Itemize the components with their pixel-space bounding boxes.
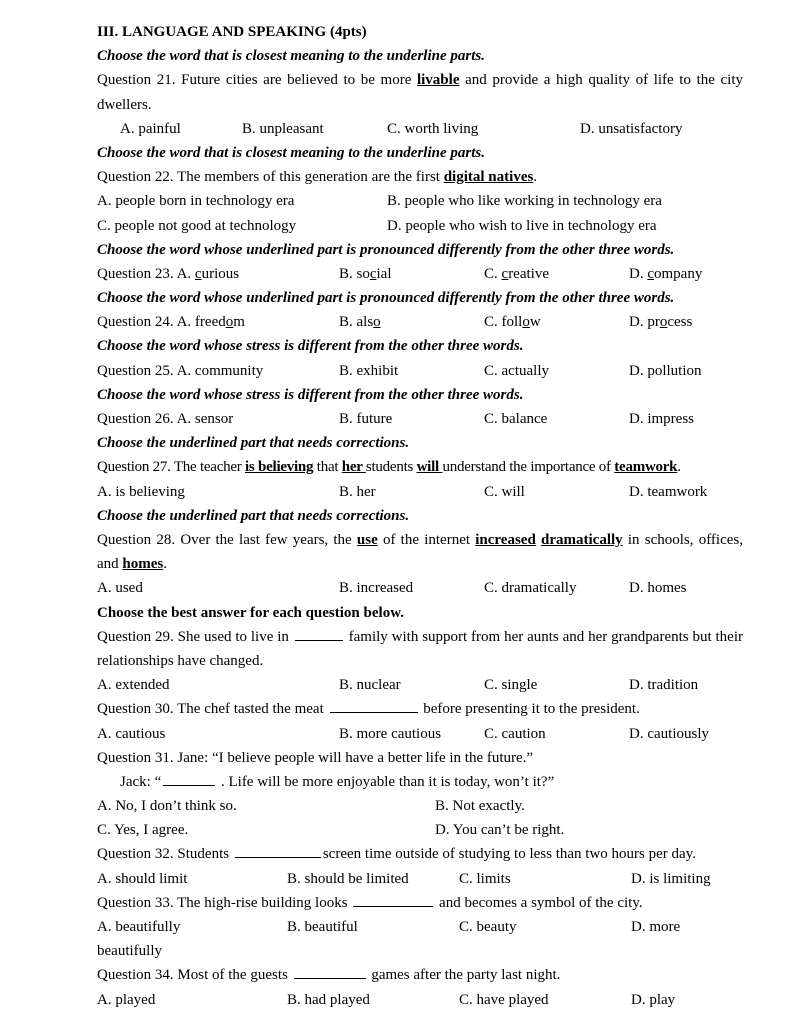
answer-blank (235, 843, 321, 858)
option-a[interactable]: A. extended (97, 677, 170, 694)
option-c[interactable]: C. people not good at technology (97, 217, 297, 234)
answer-blank (330, 698, 418, 713)
underlined-word: digital natives (443, 169, 534, 186)
question-23 (97, 262, 743, 286)
option-a[interactable]: A. No, I don’t think so. (97, 798, 237, 815)
q31-options-row2 (97, 818, 743, 842)
question-34: Question 34. Most of the guests games after the party last night. (97, 963, 743, 987)
option-c[interactable]: C. worth living (387, 120, 479, 137)
q21-options (97, 117, 743, 141)
section-title: III. LANGUAGE AND SPEAKING (4pts) (97, 24, 367, 40)
question-25 (97, 359, 743, 383)
option-c[interactable]: C. beauty (459, 919, 517, 936)
option-b[interactable]: B. future (339, 411, 393, 428)
option-b[interactable]: B. unpleasant (242, 120, 324, 137)
option-d[interactable]: D. people who wish to live in technology era (387, 217, 657, 234)
option-b[interactable]: B. nuclear (339, 677, 401, 694)
question-22: Question 22. The members of this generation are the first digital natives. (97, 169, 538, 186)
option-d[interactable]: D. more (631, 919, 681, 936)
question-32: Question 32. Students screen time outside of studying to less than two hours per day. (97, 842, 743, 866)
underlined-word: livable (416, 72, 460, 89)
option-a[interactable]: A. painful (120, 120, 181, 137)
instruction-stress: Choose the word whose stress is different from the other three words. (97, 338, 524, 355)
option-c[interactable]: C. creative (484, 265, 549, 282)
option-a[interactable]: Question 25. A. community (97, 362, 264, 379)
option-a[interactable]: A. played (97, 991, 156, 1008)
option-b[interactable]: B. Not exactly. (435, 798, 525, 815)
q31-options-row1 (97, 794, 743, 818)
option-d[interactable]: D. unsatisfactory (580, 120, 683, 137)
q32-options (97, 867, 743, 891)
q34-options (97, 988, 743, 1012)
question-26 (97, 407, 743, 431)
option-c[interactable]: C. follow (484, 314, 541, 331)
option-a[interactable]: A. should limit (97, 870, 188, 887)
option-d[interactable]: D. process (629, 314, 693, 331)
q22-options-row2 (97, 214, 743, 238)
option-d[interactable]: D. play (631, 991, 676, 1008)
instruction-best-answer: Choose the best answer for each question below. (97, 604, 404, 621)
exam-page (97, 20, 743, 1012)
option-a[interactable]: Question 26. A. sensor (97, 411, 234, 428)
option-a[interactable]: A. used (97, 580, 143, 597)
option-d[interactable]: D. homes (629, 580, 687, 597)
option-d[interactable]: D. is limiting (631, 870, 711, 887)
option-a[interactable]: A. cautious (97, 725, 166, 742)
option-d[interactable]: D. company (629, 265, 703, 282)
option-b[interactable]: B. social (339, 265, 392, 282)
option-c[interactable]: C. limits (459, 870, 511, 887)
instruction-stress: Choose the word whose stress is different from the other three words. (97, 386, 524, 403)
option-b[interactable]: B. had played (287, 991, 370, 1008)
question-30: Question 30. The chef tasted the meat before presenting it to the president. (97, 697, 743, 721)
option-a[interactable]: Question 23. A. curious (97, 265, 240, 282)
instruction-closest-meaning: Choose the word that is closest meaning to the underline parts. (97, 144, 485, 161)
option-d[interactable]: D. tradition (629, 677, 699, 694)
option-d[interactable]: D. You can’t be right. (435, 822, 565, 839)
option-c[interactable]: C. actually (484, 362, 549, 379)
question-24 (97, 310, 743, 334)
option-d[interactable]: D. teamwork (629, 483, 708, 500)
instruction-corrections: Choose the underlined part that needs corrections. (97, 435, 410, 452)
answer-blank (294, 964, 366, 979)
option-b[interactable]: B. increased (339, 580, 414, 597)
option-d[interactable]: D. pollution (629, 362, 702, 379)
answer-blank (163, 771, 215, 786)
option-c[interactable]: C. dramatically (484, 580, 577, 597)
question-31: Question 31. Jane: “I believe people will have a better life in the future.” (97, 749, 534, 766)
option-b[interactable]: B. beautiful (287, 919, 358, 936)
question-29: Question 29. She used to live in family with support from her aunts and her grandparents but their relationships have changed. (97, 625, 743, 673)
question-28: Question 28. Over the last few years, the use of the internet increased dramatically in schools, offices, and homes. (97, 531, 743, 573)
q30-options (97, 722, 743, 746)
q27-options (97, 480, 743, 504)
option-d[interactable]: D. impress (629, 411, 694, 428)
instruction-pronounced: Choose the word whose underlined part is pronounced differently from the other three words. (97, 241, 675, 258)
q33-option-d-continued: beautifully (97, 943, 162, 960)
instruction-pronounced: Choose the word whose underlined part is pronounced differently from the other three words. (97, 290, 675, 307)
question-27: Question 27. The teacher is believing that her students will understand the importance of teamwork. (97, 459, 681, 476)
q29-options (97, 673, 743, 697)
option-d[interactable]: D. cautiously (629, 725, 709, 742)
q28-options (97, 576, 743, 600)
option-b[interactable]: B. should be limited (287, 870, 409, 887)
option-a[interactable]: Question 24. A. freedom (97, 314, 245, 331)
option-a[interactable]: A. people born in technology era (97, 193, 295, 210)
option-c[interactable]: C. have played (459, 991, 549, 1008)
answer-blank (353, 892, 433, 907)
question-33: Question 33. The high-rise building looks and becomes a symbol of the city. (97, 891, 743, 915)
option-c[interactable]: C. Yes, I agree. (97, 822, 189, 839)
option-c[interactable]: C. will (484, 483, 525, 500)
option-c[interactable]: C. single (484, 677, 538, 694)
option-a[interactable]: A. is believing (97, 483, 185, 500)
option-b[interactable]: B. her (339, 483, 376, 500)
instruction-corrections: Choose the underlined part that needs corrections. (97, 507, 410, 524)
option-b[interactable]: B. more cautious (339, 725, 442, 742)
option-b[interactable]: B. exhibit (339, 362, 399, 379)
option-a[interactable]: A. beautifully (97, 919, 181, 936)
option-b[interactable]: B. people who like working in technology era (387, 193, 662, 210)
q22-options-row1 (97, 189, 743, 213)
option-b[interactable]: B. also (339, 314, 381, 331)
q33-options (97, 915, 743, 939)
instruction-closest-meaning: Choose the word that is closest meaning to the underline parts. (97, 48, 485, 65)
option-c[interactable]: C. caution (484, 725, 546, 742)
option-c[interactable]: C. balance (484, 411, 548, 428)
question-31-reply: Jack: “ . Life will be more enjoyable than it is today, won’t it?” (97, 770, 743, 794)
question-21: Question 21. Future cities are believed to be more livable and provide a high quality of life to the city dwellers. (97, 72, 743, 113)
answer-blank (295, 626, 343, 641)
